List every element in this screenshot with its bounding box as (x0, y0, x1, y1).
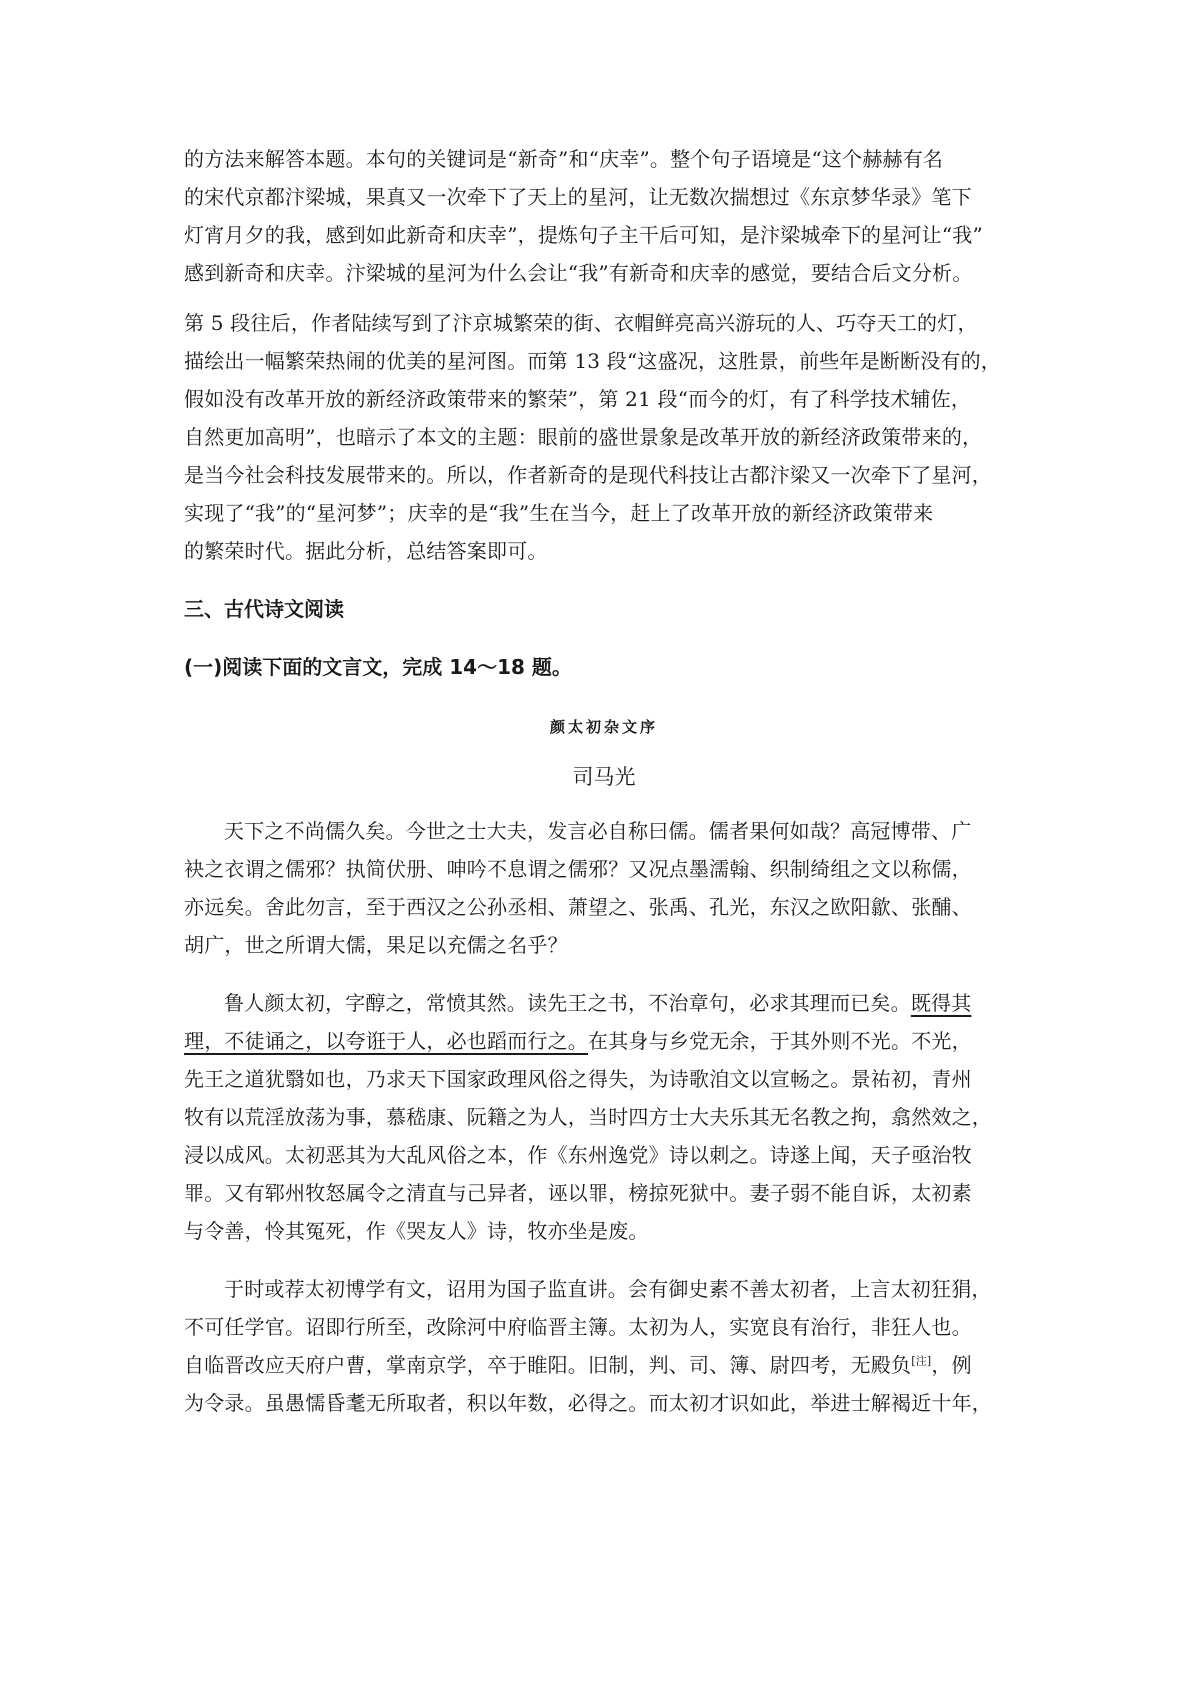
text-line: 不可任学官。诏即行所至，改除河中府临晋主簿。太初为人，实宽良有治行，非狂人也。 (184, 1315, 972, 1339)
text-line: 的方法来解答本题。本句的关键词是“新奇”和“庆幸”。整个句子语境是“这个赫赫有名 (184, 147, 944, 171)
text-line (184, 1022, 1024, 1060)
text-line: 第 5 段往后，作者陆续写到了汴京城繁荣的街、衣帽鲜亮高兴游玩的人、巧夺天工的灯， (184, 311, 978, 335)
text-line: 灯宵月夕的我，感到如此新奇和庆幸”，提炼句子主干后可知，是汴梁城牵下的星河让“我” (184, 223, 983, 247)
document-page (184, 140, 1024, 1422)
text-segment: ，例 (931, 1353, 972, 1377)
section-heading: 三、古代诗文阅读 (184, 597, 344, 621)
text-line: 与令善，怜其冤死，作《哭友人》诗，牧亦坐是废。 (184, 1219, 649, 1243)
text-line: 感到新奇和庆幸。汴梁城的星河为什么会让“我”有新奇和庆幸的感觉，要结合后文分析。 (184, 261, 973, 285)
text-line: 实现了“我”的“星河梦”；庆幸的是“我”生在当今，赶上了改革开放的新经济政策带来 (184, 501, 934, 525)
text-line: 于时或荐太初博学有文，诏用为国子监直讲。会有御史素不善太初者，上言太初狂狷， (224, 1277, 992, 1301)
text-line: 先王之道犹翳如也，乃求天下国家政理风俗之得失，为诗歌洎文以宣畅之。景祐初，青州 (184, 1067, 972, 1091)
text-segment: 在其身与乡党无余，于其外则不光。不光， (588, 1029, 972, 1053)
text-line (184, 984, 1024, 1022)
passage-author: 司马光 (572, 765, 636, 789)
text-segment: 鲁人颜太初，字醇之，常愤其然。读先王之书，不治章句，必求其理而已矣。 (224, 991, 911, 1015)
underlined-sentence: 既得其 (910, 991, 972, 1015)
passage-title: 颜太初杂文序 (549, 718, 658, 736)
analysis-paragraph-1 (184, 140, 1024, 292)
text-line: 为令录。虽愚懦昏耄无所取者，积以年数，必得之。而太初才识如此，举进士解褐近十年， (184, 1391, 992, 1415)
text-line: 亦远矣。舍此勿言，至于西汉之公孙丞相、萧望之、张禹、孔光，东汉之欧阳歙、张酺、 (184, 895, 972, 919)
text-line: 浸以成风。太初恶其为大乱风俗之本，作《东州逸党》诗以刺之。诗遂上闻，天子亟治牧 (184, 1143, 972, 1167)
section-subheading: (一)阅读下面的文言文，完成 14～18 题。 (184, 655, 572, 679)
passage-paragraph-2 (184, 984, 1024, 1250)
text-line: 描绘出一幅繁荣热闹的优美的星河图。而第 13 段“这盛况，这胜景，前些年是断断没有的， (184, 349, 1001, 373)
footnote-marker: [注] (911, 1354, 932, 1368)
text-line: 自然更加高明”，也暗示了本文的主题：眼前的盛世景象是改革开放的新经济政策带来的， (184, 425, 983, 449)
text-line: 是当今社会科技发展带来的。所以，作者新奇的是现代科技让古都汴梁又一次牵下了星河， (184, 463, 992, 487)
text-line: 假如没有改革开放的新经济政策带来的繁荣”，第 21 段“而今的灯，有了科学技术辅佐， (184, 387, 972, 411)
text-line: 胡广，世之所谓大儒，果足以充儒之名乎？ (184, 933, 568, 957)
underlined-sentence: 理，不徒诵之，以夸诳于人，必也蹈而行之。 (184, 1029, 588, 1053)
text-line: 的宋代京都汴梁城，果真又一次牵下了天上的星河，让无数次揣想过《东京梦华录》笔下 (184, 185, 972, 209)
text-line: 的繁荣时代。据此分析，总结答案即可。 (184, 539, 548, 563)
text-segment: 自临晋改应天府户曹，掌南京学，卒于睢阳。旧制，判、司、簿、尉四考，无殿负 (184, 1353, 912, 1377)
text-line: 罪。又有郓州牧怒属令之清直与己异者，诬以罪，榜掠死狱中。妻子弱不能自诉，太初素 (184, 1181, 972, 1205)
text-line: 袂之衣谓之儒邪？执简伏册、呻吟不息谓之儒邪？又况点墨濡翰、织制绮组之文以称儒， (184, 857, 972, 881)
text-line (184, 1346, 1024, 1384)
passage-paragraph-1 (184, 812, 1024, 964)
text-line: 天下之不尚儒久矣。今世之士大夫，发言必自称曰儒。儒者果何如哉？高冠博带、广 (224, 819, 972, 843)
text-line: 牧有以荒淫放荡为事，慕嵇康、阮籍之为人，当时四方士大夫乐其无名教之拘，翕然效之， (184, 1105, 992, 1129)
passage-paragraph-3 (184, 1270, 1024, 1422)
analysis-paragraph-2 (184, 304, 1024, 570)
